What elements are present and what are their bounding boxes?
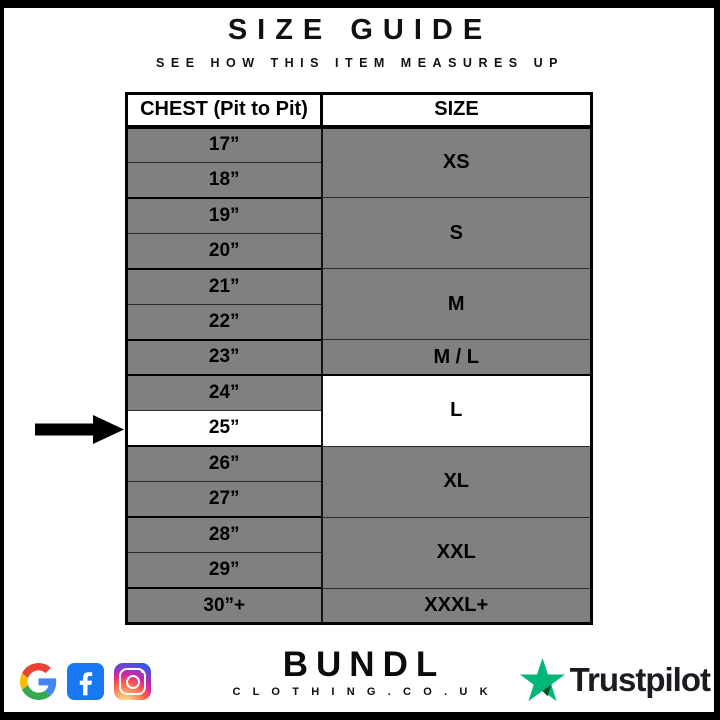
selected-row-arrow-icon: [35, 415, 124, 444]
size-table-body: [127, 127, 592, 624]
chest-cell: 23”: [127, 340, 322, 376]
chest-cell: 22”: [127, 304, 322, 340]
page-title: SIZE GUIDE: [227, 14, 493, 46]
table-row: [127, 517, 592, 553]
trustpilot-logo: [520, 657, 710, 702]
size-cell: L: [322, 375, 592, 446]
size-cell: S: [322, 198, 592, 269]
size-table: [125, 92, 593, 625]
size-column-header: SIZE: [322, 94, 592, 127]
chest-cell: 21”: [127, 269, 322, 305]
size-cell: M / L: [322, 340, 592, 376]
table-row: [127, 127, 592, 163]
chest-cell: 17”: [127, 127, 322, 163]
chest-column-header: CHEST (Pit to Pit): [127, 94, 322, 127]
table-row: [127, 269, 592, 305]
chest-cell: 30”+: [127, 588, 322, 624]
table-row: [127, 340, 592, 376]
chest-cell: 19”: [127, 198, 322, 234]
size-cell: XS: [322, 127, 592, 198]
brand-domain: C L O T H I N G . C O . U K: [232, 685, 493, 698]
chest-cell: 28”: [127, 517, 322, 553]
trustpilot-label: Trustpilot: [569, 660, 710, 698]
table-row: [127, 375, 592, 411]
chest-cell: 29”: [127, 553, 322, 589]
size-cell: XXL: [322, 517, 592, 588]
chest-cell: 24”: [127, 375, 322, 411]
table-header-row: [127, 94, 592, 127]
size-cell: XL: [322, 446, 592, 517]
brand-name: BUNDL: [282, 645, 446, 684]
chest-cell: 18”: [127, 162, 322, 198]
size-cell: M: [322, 269, 592, 340]
chest-cell: 27”: [127, 482, 322, 518]
chest-cell: 20”: [127, 233, 322, 269]
page-subtitle: SEE HOW THIS ITEM MEASURES UP: [156, 56, 564, 70]
table-row: [127, 446, 592, 482]
table-row: [127, 588, 592, 624]
size-cell: XXXL+: [322, 588, 592, 624]
table-row: [127, 198, 592, 234]
chest-cell: 25”: [127, 411, 322, 447]
trustpilot-star-icon: [520, 657, 565, 702]
chest-cell: 26”: [127, 446, 322, 482]
